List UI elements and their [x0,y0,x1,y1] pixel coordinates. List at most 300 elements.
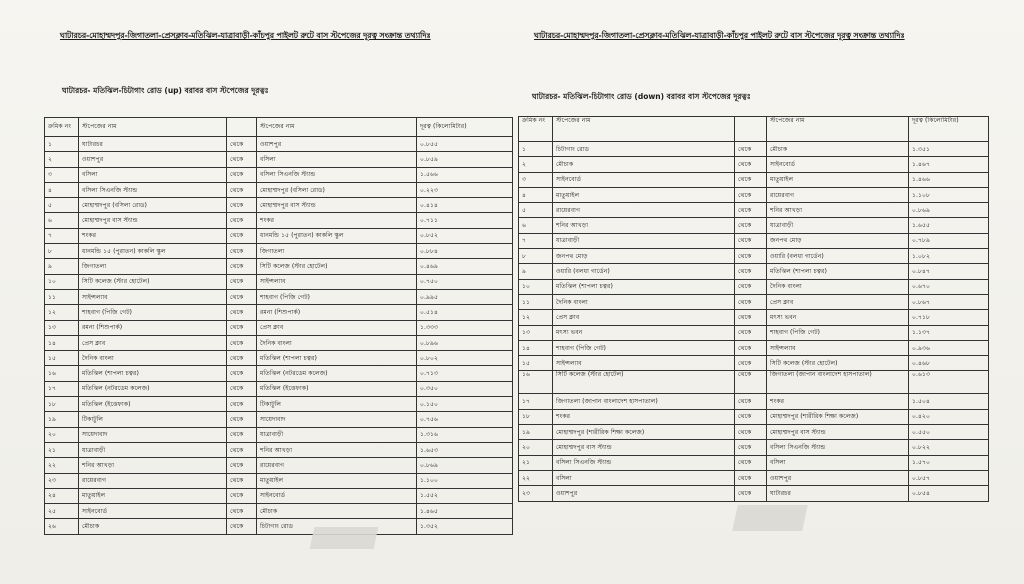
table-cell: ০.৮৬৭ [909,294,989,309]
table-cell: যাত্রাবাড়ী [553,233,735,248]
table-cell: শনির আখড়া [553,218,735,233]
right-title: ঘাটারচর-মোহাম্মদপুর-জিগাতলা-প্রেসক্লাব-মতিঝিল-যাত্রাবাড়ী-কাঁচপুর পাইলট রুটে বাস স্টপেজের দূরত্ব সংক্রান্ত তথ্যাদিঃ [534,31,905,40]
table-cell: দৈনিক বাংলা [553,294,735,309]
table-cell: ০.৬৭০ [909,279,989,294]
table-cell: বসিলা সিএনজি স্ট্যান্ড [767,440,909,455]
table-cell: থেকে [735,233,767,248]
table-row [519,172,989,187]
table-cell: জিগাতলা (জাপান বাংলাদেশ হাসপাতাল) [553,394,735,409]
table-cell: মতিঝিল (শাপলা চত্বর) [553,279,735,294]
table-cell: ১.১০৮ [909,187,989,202]
table-row [45,442,513,457]
table-cell: ০.৪১৪ [417,198,513,213]
table-cell: সাইন্সল্যাব [553,356,735,371]
table-cell: শাহবাগ (পিজি গেট) [257,289,417,304]
table-cell: সিটি কলেজ (স্টার হোটেল) [79,274,227,289]
table-cell: শাহবাগ (পিজি গেট) [767,325,909,340]
table-row [45,244,513,259]
table-cell: মোহাম্মদপুর (শারীরিক শিক্ষা কলেজ) [767,409,909,424]
table-cell: থেকে [227,335,257,350]
table-cell: থেকে [735,310,767,325]
table-cell: থেকে [227,519,257,534]
table-cell: ১৩ [519,325,553,340]
table-cell: ওয়াশপুর [79,152,227,167]
table-cell: টিকাটুলি [79,412,227,427]
table-cell: থেকে [227,289,257,304]
table-cell: ৭ [519,233,553,248]
table-cell: থেকে [227,442,257,457]
table-cell: থেকে [227,473,257,488]
table-cell: চিটাগাং রোড [553,142,735,157]
table-cell: ধানমন্ডি ১৫ (পুরাতন) কাকলি স্কুল [79,244,227,259]
table-cell: থেকে [735,455,767,470]
table-cell: ০.৪৬৮ [909,356,989,371]
table-row [519,310,989,325]
table-row [519,440,989,455]
table-cell: ১৭ [519,394,553,409]
table-cell: থেকে [735,371,767,394]
table-row [45,458,513,473]
table-cell: ১.৩৫১ [909,142,989,157]
table-cell: সাইনবোর্ড [257,488,417,503]
table-cell: যাত্রাবাড়ী [257,427,417,442]
table-cell: ১৫ [45,351,79,366]
table-cell: রমনা (শিশুপার্ক) [79,320,227,335]
table-cell: থেকে [735,425,767,440]
table-cell: থেকে [735,172,767,187]
table-cell: সাইন্সল্যাব [767,340,909,355]
table-cell: শংকর [257,213,417,228]
table-cell: ০.১৫০ [417,397,513,412]
table-cell: সাইন্সল্যাব [257,274,417,289]
table-cell: ১১ [45,289,79,304]
table-cell: বসিলা সিএনজি স্ট্যান্ড [257,167,417,182]
table-row [45,412,513,427]
table-cell: রায়েরবাগ [257,458,417,473]
table-cell: সাইন্সল্যাব [79,289,227,304]
table-cell: ৩ [45,167,79,182]
table-cell: শংকর [767,394,909,409]
table-cell: থেকে [227,381,257,396]
table-cell: মৌচাক [257,504,417,519]
table-cell: থেকে [227,351,257,366]
table-cell: ৬ [45,213,79,228]
table-cell: শনির আখড়া [79,458,227,473]
table-cell: থেকে [735,470,767,485]
table-cell: থেকে [227,198,257,213]
table-cell: থেকে [227,167,257,182]
table-cell: ২১ [519,455,553,470]
table-row [45,198,513,213]
table-cell: ৪ [45,182,79,197]
table-cell: ঘাটারচর [79,137,227,152]
right-distance-table [518,116,989,502]
table-cell: ১.৫৫২ [417,488,513,503]
table-cell: ১৪ [45,335,79,350]
table-cell: ২৩ [519,486,553,501]
table-row [45,519,513,534]
table-cell: শাহবাগ (পিজি গেট) [79,305,227,320]
column-header [735,117,767,142]
table-cell: ০.৫১৪ [417,305,513,320]
table-cell: ১ [519,142,553,157]
table-row [519,157,989,172]
table-cell: থেকে [735,142,767,157]
table-row [45,427,513,442]
table-cell: ০.৫৫০ [909,425,989,440]
table-row [45,274,513,289]
table-cell: ১.১০০ [417,473,513,488]
table-cell: মৌচাক [79,519,227,534]
table-row [519,142,989,157]
table-cell: ১২ [519,310,553,325]
table-cell: ১৬ [45,366,79,381]
table-cell: জিগাতলা [257,244,417,259]
table-cell: ০.৭৫৬ [417,412,513,427]
table-cell: ৫ [519,203,553,218]
table-cell: ২ [45,152,79,167]
table-cell: থেকে [227,427,257,442]
table-row [519,279,989,294]
table-cell: ১৯ [45,412,79,427]
table-cell: ৪ [519,187,553,202]
table-row [519,371,989,394]
table-cell: থেকে [735,264,767,279]
table-row [45,320,513,335]
table-cell: ০.৭৮৯ [909,233,989,248]
table-cell: মোহাম্মদপুর (শারীরিক শিক্ষা কলেজ) [553,425,735,440]
table-cell: ১.০৮২ [909,249,989,264]
column-header: ক্রমিক নং [519,117,553,142]
table-cell: ০.৮৯৬ [417,335,513,350]
table-cell: থেকে [227,320,257,335]
table-cell: ০.৭১৩ [417,366,513,381]
table-cell: ০.৯৯৫ [417,289,513,304]
table-row [519,394,989,409]
table-cell: থেকে [227,259,257,274]
table-cell: ১৫ [519,356,553,371]
table-cell: থেকে [227,274,257,289]
table-cell: মাতুয়াইল [79,488,227,503]
table-cell: থেকে [227,397,257,412]
table-cell: শনির আখড়া [257,442,417,457]
table-row [519,264,989,279]
table-cell: থেকে [227,305,257,320]
table-row [519,249,989,264]
table-cell: ০.৮৫২ [417,228,513,243]
table-cell: শাহবাগ (পিজি গেট) [553,340,735,355]
table-row [45,504,513,519]
table-cell: সাইনবোর্ড [79,504,227,519]
table-cell: ওয়াশপুর [553,486,735,501]
table-cell: থেকে [735,356,767,371]
left-subtitle: ঘাটারচর- মতিঝিল-চিটাগাং রোড (up) বরাবর বাস স্টপেজের দূরত্বঃ [62,86,269,95]
table-cell: ঘাটারচর [767,486,909,501]
table-cell: ২ [519,157,553,172]
table-cell: মাতুয়াইল [553,187,735,202]
table-cell: সায়েদাবাদ [79,427,227,442]
table-row [45,473,513,488]
table-cell: ৯ [519,264,553,279]
table-cell: থেকে [227,458,257,473]
table-cell: ১.৫৬৬ [417,167,513,182]
table-cell: মতিঝিল (শাপলা চত্বর) [257,351,417,366]
table-row [45,213,513,228]
table-cell: ০.৮৫৫ [417,137,513,152]
table-cell: ২৬ [45,519,79,534]
table-row [45,305,513,320]
table-cell: সায়েদাবাদ [257,412,417,427]
table-cell: ১.৩৫২ [417,519,513,534]
table-cell: ৯ [45,259,79,274]
table-row [519,218,989,233]
table-cell: থেকে [735,218,767,233]
table-cell: থেকে [227,412,257,427]
table-cell: ১ [45,137,79,152]
table-cell: মতিঝিল (শাপলা চত্বর) [767,264,909,279]
table-cell: ২৫ [45,504,79,519]
table-cell: ০.৮৬৯ [417,458,513,473]
table-cell: বসিলা [79,167,227,182]
table-cell: ২৩ [45,473,79,488]
table-cell: শংকর [553,409,735,424]
table-cell: জিগাতলা [79,259,227,274]
table-row [519,187,989,202]
table-cell: থেকে [735,187,767,202]
table-cell: থেকে [227,488,257,503]
table-cell: ওয়ারি (বলধা গার্ডেন) [553,264,735,279]
table-cell: ১১ [519,294,553,309]
table-cell: থেকে [735,409,767,424]
table-cell: থেকে [227,366,257,381]
table-cell: থেকে [227,504,257,519]
table-cell: ওয়াশপুর [257,137,417,152]
table-cell: জনপথ মোড় [767,233,909,248]
table-cell: বসিলা [257,152,417,167]
table-row [519,409,989,424]
table-cell: ১.৩১৬ [417,427,513,442]
table-row [519,486,989,501]
table-cell: ১.৫০৪ [909,394,989,409]
left-distance-table [44,117,513,535]
table-cell: জিগাতলা (জাপান বাংলাদেশ হাসপাতাল) [767,371,909,394]
table-row [45,228,513,243]
table-cell: ০.৭১১ [417,213,513,228]
column-header: স্টপেজের নাম [79,118,227,137]
table-cell: যাত্রাবাড়ী [79,442,227,457]
table-cell: থেকে [735,394,767,409]
table-cell: প্রেস ক্লাব [79,335,227,350]
column-header: দূরত্ব (কিলোমিটার) [417,118,513,137]
table-cell: ৩ [519,172,553,187]
table-cell: ০.৩৫০ [417,381,513,396]
table-cell: সাইনবোর্ড [553,172,735,187]
column-header: ক্রমিক নং [45,118,79,137]
table-cell: থেকে [735,486,767,501]
table-row [45,351,513,366]
table-cell: ধানমন্ডি ১৫ (পুরাতন) কাকলি স্কুল [257,228,417,243]
table-cell: ১০ [519,279,553,294]
table-cell: টিকাটুলি [257,397,417,412]
table-cell: ১৮ [45,397,79,412]
table-cell: ০.৮৮৪ [417,244,513,259]
table-cell: মতিঝিল (শাপলা চত্বর) [79,366,227,381]
table-cell: ১৭ [45,381,79,396]
table-row [519,325,989,340]
table-cell: ০.৮৫৪ [909,486,989,501]
paper-smudge [732,505,808,531]
table-row [45,167,513,182]
table-cell: থেকে [735,440,767,455]
column-header: স্টপেজের নাম [553,117,735,142]
column-header: স্টপেজের নাম [767,117,909,142]
table-cell: ০.৯৩৬ [909,340,989,355]
table-cell: ১.৬৫৫ [909,218,989,233]
table-cell: ০.২২৩ [417,182,513,197]
table-cell: সিটি কলেজ (স্টার হোটেল) [257,259,417,274]
table-cell: থেকে [227,152,257,167]
table-row [45,289,513,304]
table-cell: ১.১৩৭ [909,325,989,340]
table-cell: ০.৮৫৯ [417,152,513,167]
table-cell: ০.৬১৩ [909,371,989,394]
column-header [227,118,257,137]
table-cell: বসিলা সিএনজি স্ট্যান্ড [79,182,227,197]
table-cell: ৬ [519,218,553,233]
table-row [45,152,513,167]
table-row [45,488,513,503]
table-cell: দৈনিক বাংলা [767,279,909,294]
table-cell: সিটি কলেজ (স্টার হোটেল) [553,371,735,394]
table-cell: দৈনিক বাংলা [79,351,227,366]
table-cell: ৮ [45,244,79,259]
table-cell: ১.৪৬৬ [909,172,989,187]
table-cell: ১৩ [45,320,79,335]
table-cell: প্রেস ক্লাব [553,310,735,325]
table-cell: প্রেস ক্লাব [767,294,909,309]
table-cell: মোহাম্মদপুর বাস স্ট্যান্ড [79,213,227,228]
table-row [519,203,989,218]
table-row [519,455,989,470]
table-row [45,259,513,274]
table-cell: ০.৮৪৭ [909,264,989,279]
table-row [45,397,513,412]
table-cell: ১৮ [519,409,553,424]
table-cell: ওয়ারি (বলধা গার্ডেন) [767,249,909,264]
right-subtitle: ঘাটারচর- মতিঝিল-চিটাগাং রোড (down) বরাবর বাস স্টপেজের দূরত্বঃ [532,92,751,101]
table-row [519,340,989,355]
table-cell: থেকে [735,279,767,294]
table-cell: থেকে [227,137,257,152]
table-row [45,381,513,396]
table-cell: মতিঝিল (ইত্তেফাক) [257,381,417,396]
table-cell: ৭ [45,228,79,243]
table-cell: ৮ [519,249,553,264]
table-cell: ০.৭১৮ [909,310,989,325]
table-cell: মতিঝিল (নটরডেম কলেজ) [257,366,417,381]
table-cell: ১.৫৭০ [909,455,989,470]
table-row [519,233,989,248]
table-cell: ১৪ [519,340,553,355]
table-cell: রমনা (শিশুপার্ক) [257,305,417,320]
table-cell: ২০ [519,440,553,455]
table-row [45,335,513,350]
table-cell: থেকে [227,244,257,259]
table-cell: ১.৪৬৫ [417,504,513,519]
table-cell: মৎস্য ভবন [553,325,735,340]
table-cell: ওয়াশপুর [767,470,909,485]
table-cell: মোহাম্মদপুর বাস স্ট্যান্ড [257,198,417,213]
table-cell: থেকে [227,213,257,228]
table-cell: প্রেস ক্লাব [257,320,417,335]
table-cell: মাতুয়াইল [767,172,909,187]
table-cell: থেকে [735,325,767,340]
table-cell: মোহাম্মদপুর (বসিলা রোড) [79,198,227,213]
table-cell: বসিলা [767,455,909,470]
table-cell: থেকে [735,203,767,218]
table-cell: ০.৪২০ [909,409,989,424]
table-cell: ০.৪৬৯ [417,259,513,274]
table-row [45,137,513,152]
table-cell: ০.৮২২ [909,440,989,455]
table-cell: থেকে [227,228,257,243]
table-cell: থেকে [227,182,257,197]
column-header: দূরত্ব (কিলোমিটার) [909,117,989,142]
table-row [519,425,989,440]
table-cell: থেকে [735,157,767,172]
table-cell: ০.৭৫০ [417,274,513,289]
table-cell: মৌচাক [767,142,909,157]
table-cell: ১৯ [519,425,553,440]
table-cell: ২২ [45,458,79,473]
table-row [519,470,989,485]
table-row [45,182,513,197]
table-row [45,366,513,381]
table-row [519,294,989,309]
table-cell: শনির আখড়া [767,203,909,218]
table-cell: ২২ [519,470,553,485]
table-cell: ২১ [45,442,79,457]
table-cell: থেকে [735,249,767,264]
table-cell: জনপথ মোড় [553,249,735,264]
table-row [519,356,989,371]
table-cell: মতিঝিল (ইত্তেফাক) [79,397,227,412]
table-cell: সাইনবোর্ড [767,157,909,172]
table-cell: বসিলা [553,470,735,485]
table-cell: মোহাম্মদপুর (বসিলা রোড) [257,182,417,197]
table-cell: মোহাম্মদপুর বাস স্ট্যান্ড [767,425,909,440]
table-cell: সিটি কলেজ (স্টার হোটেল) [767,356,909,371]
table-cell: থেকে [735,294,767,309]
table-cell: ১.৩৩৩ [417,320,513,335]
table-cell: ১৬ [519,371,553,394]
table-cell: ১.৪৬৭ [909,157,989,172]
table-cell: দৈনিক বাংলা [257,335,417,350]
table-cell: মতিঝিল (নটরডেম কলেজ) [79,381,227,396]
table-cell: মৌচাক [553,157,735,172]
table-cell: ১.৬৫৩ [417,442,513,457]
table-cell: ০.৮৫৭ [909,470,989,485]
table-cell: শংকর [79,228,227,243]
paper-smudge [310,527,379,549]
table-cell: ২৪ [45,488,79,503]
table-cell: ৫ [45,198,79,213]
table-cell: যাত্রাবাড়ী [767,218,909,233]
table-cell: ১২ [45,305,79,320]
table-cell: ০.৮৬৯ [909,203,989,218]
table-cell: থেকে [735,340,767,355]
table-cell: রায়েরবাগ [553,203,735,218]
